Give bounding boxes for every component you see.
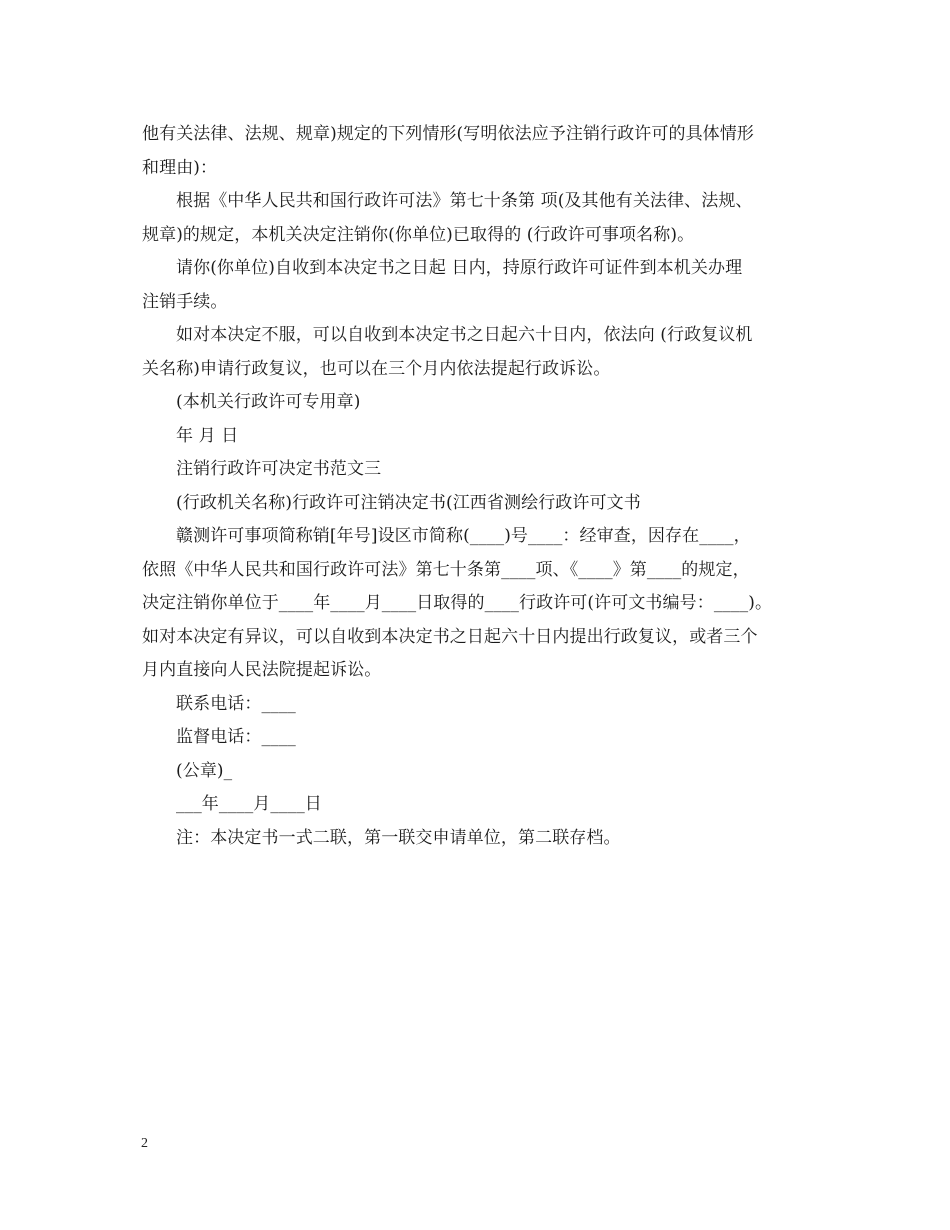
body-line: 根据《中华人民共和国行政许可法》第七十条第 项(及其他有关法律、法规、: [176, 191, 753, 211]
body-line: (行政机关名称)行政许可注销决定书(江西省测绘行政许可文书: [176, 492, 641, 513]
body-line: 依照《中华人民共和国行政许可法》第七十条第____项、《____》第____的规定，: [142, 559, 750, 580]
body-line: 如对本决定不服，可以自收到本决定书之日起六十日内，依法向 (行政复议机: [176, 325, 753, 345]
body-line: 注销手续。: [142, 291, 228, 312]
section-title: 注销行政许可决定书范文三: [176, 459, 382, 479]
body-line: 如对本决定有异议，可以自收到本决定书之日起六十日内提出行政复议，或者三个: [142, 626, 758, 647]
date-line: ___年____月____日: [176, 794, 322, 814]
supervision-phone-line: 监督电话：____: [176, 727, 296, 747]
body-line: 他有关法律、法规、规章)规定的下列情形(写明依法应予注销行政许可的具体情形: [142, 124, 754, 144]
body-line: 月内直接向人民法院提起诉讼。: [142, 660, 382, 680]
body-line: 关名称)申请行政复议，也可以在三个月内依法提起行政诉讼。: [142, 358, 611, 379]
seal-line: (本机关行政许可专用章): [176, 392, 361, 412]
note-line: 注：本决定书一式二联，第一联交申请单位，第二联存档。: [176, 827, 621, 848]
document-body: [142, 118, 822, 855]
page-number: 2: [141, 1136, 148, 1151]
date-line: 年 月 日: [176, 425, 239, 446]
contact-phone-line: 联系电话：____: [176, 693, 296, 714]
body-line: 规章)的规定，本机关决定注销你(你单位)已取得的 (行政许可事项名称)。: [142, 224, 695, 245]
body-line: 决定注销你单位于____年____月____日取得的____行政许可(许可文书编号：____)。: [142, 593, 773, 613]
body-line: 请你(你单位)自收到本决定书之日起 日内，持原行政许可证件到本机关办理: [176, 258, 743, 278]
body-line: 和理由)：: [142, 157, 218, 178]
official-seal-line: (公章)_: [176, 760, 233, 781]
body-line: 赣测许可事项简称销[年号]设区市简称(____)号____：经审查，因存在____，: [176, 526, 751, 546]
